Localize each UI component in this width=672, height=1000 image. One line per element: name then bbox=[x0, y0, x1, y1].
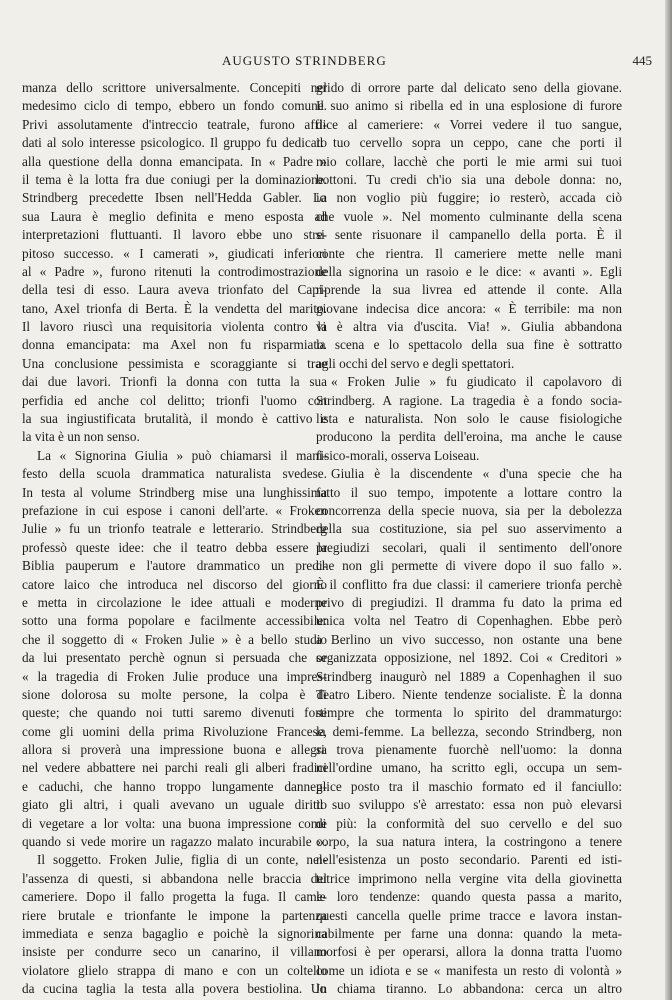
text-line: fatto il suo tempo, impotente a lottare contro la bbox=[316, 484, 622, 500]
text-line: violatore glielo strappa di mano e con un coltello bbox=[22, 962, 327, 978]
text-line: Strindberg precedette Ibsen nell'Hedda Gabler. La bbox=[22, 190, 327, 206]
text-line: privo di pregiudizi. Il dramma fu dato la prima ed bbox=[316, 594, 622, 610]
text-line: Strindberg. A ragione. La tragedia è a fondo socia- bbox=[316, 392, 622, 408]
text-line: Privi assolutamente d'intreccio teatrale, furono affi- bbox=[22, 116, 327, 132]
left-text-column bbox=[22, 79, 327, 999]
text-line: riere brutale e trionfante le impone la partenza bbox=[22, 907, 327, 923]
text-line: catore laico che introduca nel discorso del giorno bbox=[22, 576, 327, 592]
text-line: organizzata opposizione, nel 1892. Coi « Creditori » bbox=[316, 650, 622, 666]
text-line: conte che rientra. Il cameriere mette nelle mani bbox=[316, 245, 622, 261]
text-line: sione dolorosa su molte persone, la colpa è di bbox=[22, 686, 327, 702]
text-line: bottoni. Tu credi ch'io sia una debole donna: no, bbox=[316, 171, 622, 187]
text-line: morfosi è per operarsi, allora la donna tratta l'uomo bbox=[316, 944, 622, 960]
text-line: unica volta nel Teatro di Copenhaghen. Ebbe però bbox=[316, 613, 622, 629]
text-line: dati al solo interesse psicologico. Il gruppo fu dedicato bbox=[22, 135, 327, 151]
text-line: come un idiota e se « manifesta un resto di volontà » bbox=[316, 962, 622, 978]
text-line: concorrenza della specie nuova, sia per la debolezza bbox=[316, 502, 622, 518]
text-line: insiste per condurre seco un canarino, il villano bbox=[22, 944, 327, 960]
text-line: agli occhi del servo e degli spettatori. bbox=[316, 355, 515, 371]
text-line: e caduchi, che hanno troppo lungamente danneg- bbox=[22, 778, 327, 794]
text-line: Biblia pauperum e l'autore drammatico un predi- bbox=[22, 558, 327, 574]
text-line: quando si vede morire un ragazzo malato incurabile ». bbox=[22, 834, 327, 850]
text-line: pitoso successo. « I camerati », giudicati inferiori bbox=[22, 245, 327, 261]
text-line: l'assenza di questi, si abbandona nelle braccia del bbox=[22, 870, 327, 886]
text-line: medesimo ciclo di tempo, ebbero un fondo comune. bbox=[22, 98, 327, 114]
text-line: Giulia è la discendente « d'una specie che ha bbox=[331, 466, 622, 482]
text-line: di più: la conformità del suo cervello e del suo bbox=[316, 815, 622, 831]
text-line: Una conclusione pessimista e scoraggiante si trae bbox=[22, 355, 327, 371]
text-line: tutrice imprimono nella vergine vita della giovinetta bbox=[316, 870, 622, 886]
text-line: della tesi di esso. Laura aveva trionfato del Capi- bbox=[22, 282, 327, 298]
text-line: pregiudizi secolari, quali il sentimento dell'onore bbox=[316, 539, 622, 555]
text-line: corpo, la sua natura intera, la costringono a tenere bbox=[316, 834, 622, 850]
text-line: giato gli altri, i quali avevano un uguale diritto bbox=[22, 797, 327, 813]
text-line: Julie » fu un trionfo teatrale e letterario. Strindberg bbox=[22, 521, 327, 537]
text-line: che il soggetto di « Froken Julie » è a bello studio bbox=[22, 631, 327, 647]
text-line: giovane indecisa dice ancora: « È terribile: ma non bbox=[316, 300, 622, 316]
text-line: cabilmente per farne una donna: quando la meta- bbox=[316, 925, 622, 941]
text-line: la scena e lo spettacolo della sua fine è sottratto bbox=[316, 337, 622, 353]
page-number: 445 bbox=[632, 53, 652, 68]
text-line: la sua ingiustificata brutalità, il mondo è cattivo e bbox=[22, 411, 327, 427]
text-line: In testa al volume Strindberg mise una lunghissima bbox=[22, 484, 327, 500]
right-text-column bbox=[316, 79, 622, 999]
text-line: da lui presentato perchè ognun si persuada che se bbox=[22, 650, 327, 666]
text-line: sempre che tormenta lo spirito del drammaturgo: bbox=[316, 705, 622, 721]
text-line: Strindberg inaugurò nel 1889 a Copenhaghen il suo bbox=[316, 668, 622, 684]
text-line: la demi-femme. La bellezza, secondo Strindberg, non bbox=[316, 723, 622, 739]
text-line: « Froken Julie » fu giudicato il capolavoro di bbox=[331, 374, 622, 390]
text-line: la vita è un non senso. bbox=[22, 429, 140, 445]
text-line: si trova pienamente fuorchè nell'uomo: la donna bbox=[316, 742, 622, 758]
text-line: il tuo cervello sopra un ceppo, cane che porti il bbox=[316, 135, 622, 151]
text-line: mio collare, lacchè che porti le mie armi sui tuoi bbox=[316, 153, 622, 169]
text-line: il tema è la lotta fra due coniugi per la dominazione. bbox=[22, 171, 327, 187]
text-line: Il lavoro riuscì una requisitoria violenta contro la bbox=[22, 319, 327, 335]
text-line: al « Padre », furono ritenuti la controdimostrazione bbox=[22, 263, 327, 279]
text-line: della signorina un rasoio e le dice: « avanti ». Egli bbox=[316, 263, 622, 279]
text-line: dice al cameriere: « Vorrei vedere il tuo sangue, bbox=[316, 116, 622, 132]
text-line: come gli uomini della prima Rivoluzione Francese, bbox=[22, 723, 327, 739]
text-line: vi è altra via d'uscita. Via! ». Giulia abbandona bbox=[316, 319, 622, 335]
text-line: immediata e senza bagaglio e poichè la signorina bbox=[22, 925, 327, 941]
text-line: prefazione in cui espose i canoni dell'arte. « Froken bbox=[22, 502, 327, 518]
text-line: sotto una forma popolare e facilmente accessibile: bbox=[22, 613, 327, 629]
text-line: lista e naturalista. Non solo le cause fisiologiche bbox=[316, 411, 622, 427]
text-line: allora si proverà una impressione buona e allegra bbox=[22, 742, 327, 758]
text-line: riprende la sua livrea ed attende il conte. Alla bbox=[316, 282, 622, 298]
text-line: io non voglio più fuggire; io resterò, accada ciò bbox=[316, 190, 622, 206]
text-line: Teatro Libero. Niente tendenze socialiste. È la donna bbox=[316, 686, 622, 702]
text-line: festo della scuola drammatica naturalista svedese. bbox=[22, 466, 327, 482]
text-line: La « Signorina Giulia » può chiamarsi il mani- bbox=[37, 447, 327, 463]
text-line: le loro tendenze: quando questa passa a marito, bbox=[316, 889, 622, 905]
text-line: sua Laura è meglio definita e meno esposta ad bbox=[22, 208, 327, 224]
text-line: lo chiama tiranno. Lo abbandona: cerca un altro bbox=[316, 981, 622, 997]
text-line: si sente risuonare il campanello della porta. È il bbox=[316, 227, 622, 243]
text-line: tano, Axel trionfa di Berta. È la vendetta del marito. bbox=[22, 300, 327, 316]
text-line: fisico-morali, osserva Loiseau. bbox=[316, 447, 480, 463]
text-line: dai due lavori. Trionfi la donna con tutta la sua bbox=[22, 374, 327, 390]
page-edge-shadow bbox=[665, 0, 672, 1000]
text-line: che vuole ». Nel momento culminante della scena bbox=[316, 208, 622, 224]
text-line: Il suo animo si ribella ed in una esplosione di furore bbox=[316, 98, 622, 114]
text-line: manza dello scrittore universalmente. Concepiti nel bbox=[22, 80, 327, 95]
text-line: della sua costituzione, sia pel suo asservimento a bbox=[316, 521, 622, 537]
running-head: AUGUSTO STRINDBERG bbox=[222, 53, 387, 68]
text-line: plice posto tra il maschio formato ed il fanciullo: bbox=[316, 778, 622, 794]
text-line: alla questione della donna emancipata. In « Padre » bbox=[22, 153, 327, 169]
text-line: che non gli permette di vivere dopo il suo fallo ». bbox=[316, 558, 622, 574]
text-line: il suo sviluppo s'è arrestato: essa non può elevarsi bbox=[316, 797, 622, 813]
text-line: queste; che quando noi tutti saremo divenuti forti bbox=[22, 705, 327, 721]
text-line: da cucina taglia la testa alla povera bestiolina. Un bbox=[22, 981, 327, 997]
page-header bbox=[22, 53, 652, 71]
text-line: È il conflitto fra due classi: il cameriere trionfa perchè bbox=[316, 576, 622, 592]
text-line: questi cancella quelle prime tracce e lavora instan- bbox=[316, 907, 622, 923]
text-line: « la tragedia di Froken Julie produce una impres- bbox=[22, 668, 327, 684]
text-line: e metta in circolazione le idee attuali e moderne bbox=[22, 594, 327, 610]
text-line: producono la perdita dell'eroina, ma anche le cause bbox=[316, 429, 622, 445]
text-line: nell'esistenza un posto secondario. Parenti ed isti- bbox=[316, 852, 622, 868]
text-line: donna emancipata: ma Axel non fu risparmiato. bbox=[22, 337, 327, 353]
text-line: grido di orrore parte dal delicato seno della giovane. bbox=[316, 80, 622, 95]
text-line: nel vedere abbattere nei parchi reali gli alberi fradici bbox=[22, 760, 327, 776]
text-line: professò queste idee: che il teatro debba essere la bbox=[22, 539, 327, 555]
text-line: perfidia ed anche col delitto; trionfi l'uomo con bbox=[22, 392, 327, 408]
text-line: interpretazioni fluttuanti. Il lavoro ebbe uno stre- bbox=[22, 227, 327, 243]
text-line: nell'ordine umano, ha scritto egli, occupa un sem- bbox=[316, 760, 622, 776]
text-line: cameriere. Dopo il fallo progetta la fuga. Il came- bbox=[22, 889, 327, 905]
text-line: di vegetare a lor volta: una buona impressione come bbox=[22, 815, 327, 831]
text-line: Il soggetto. Froken Julie, figlia di un conte, nel- bbox=[37, 852, 327, 868]
text-line: a Berlino un vivo successo, non ostante una bene bbox=[316, 631, 622, 647]
